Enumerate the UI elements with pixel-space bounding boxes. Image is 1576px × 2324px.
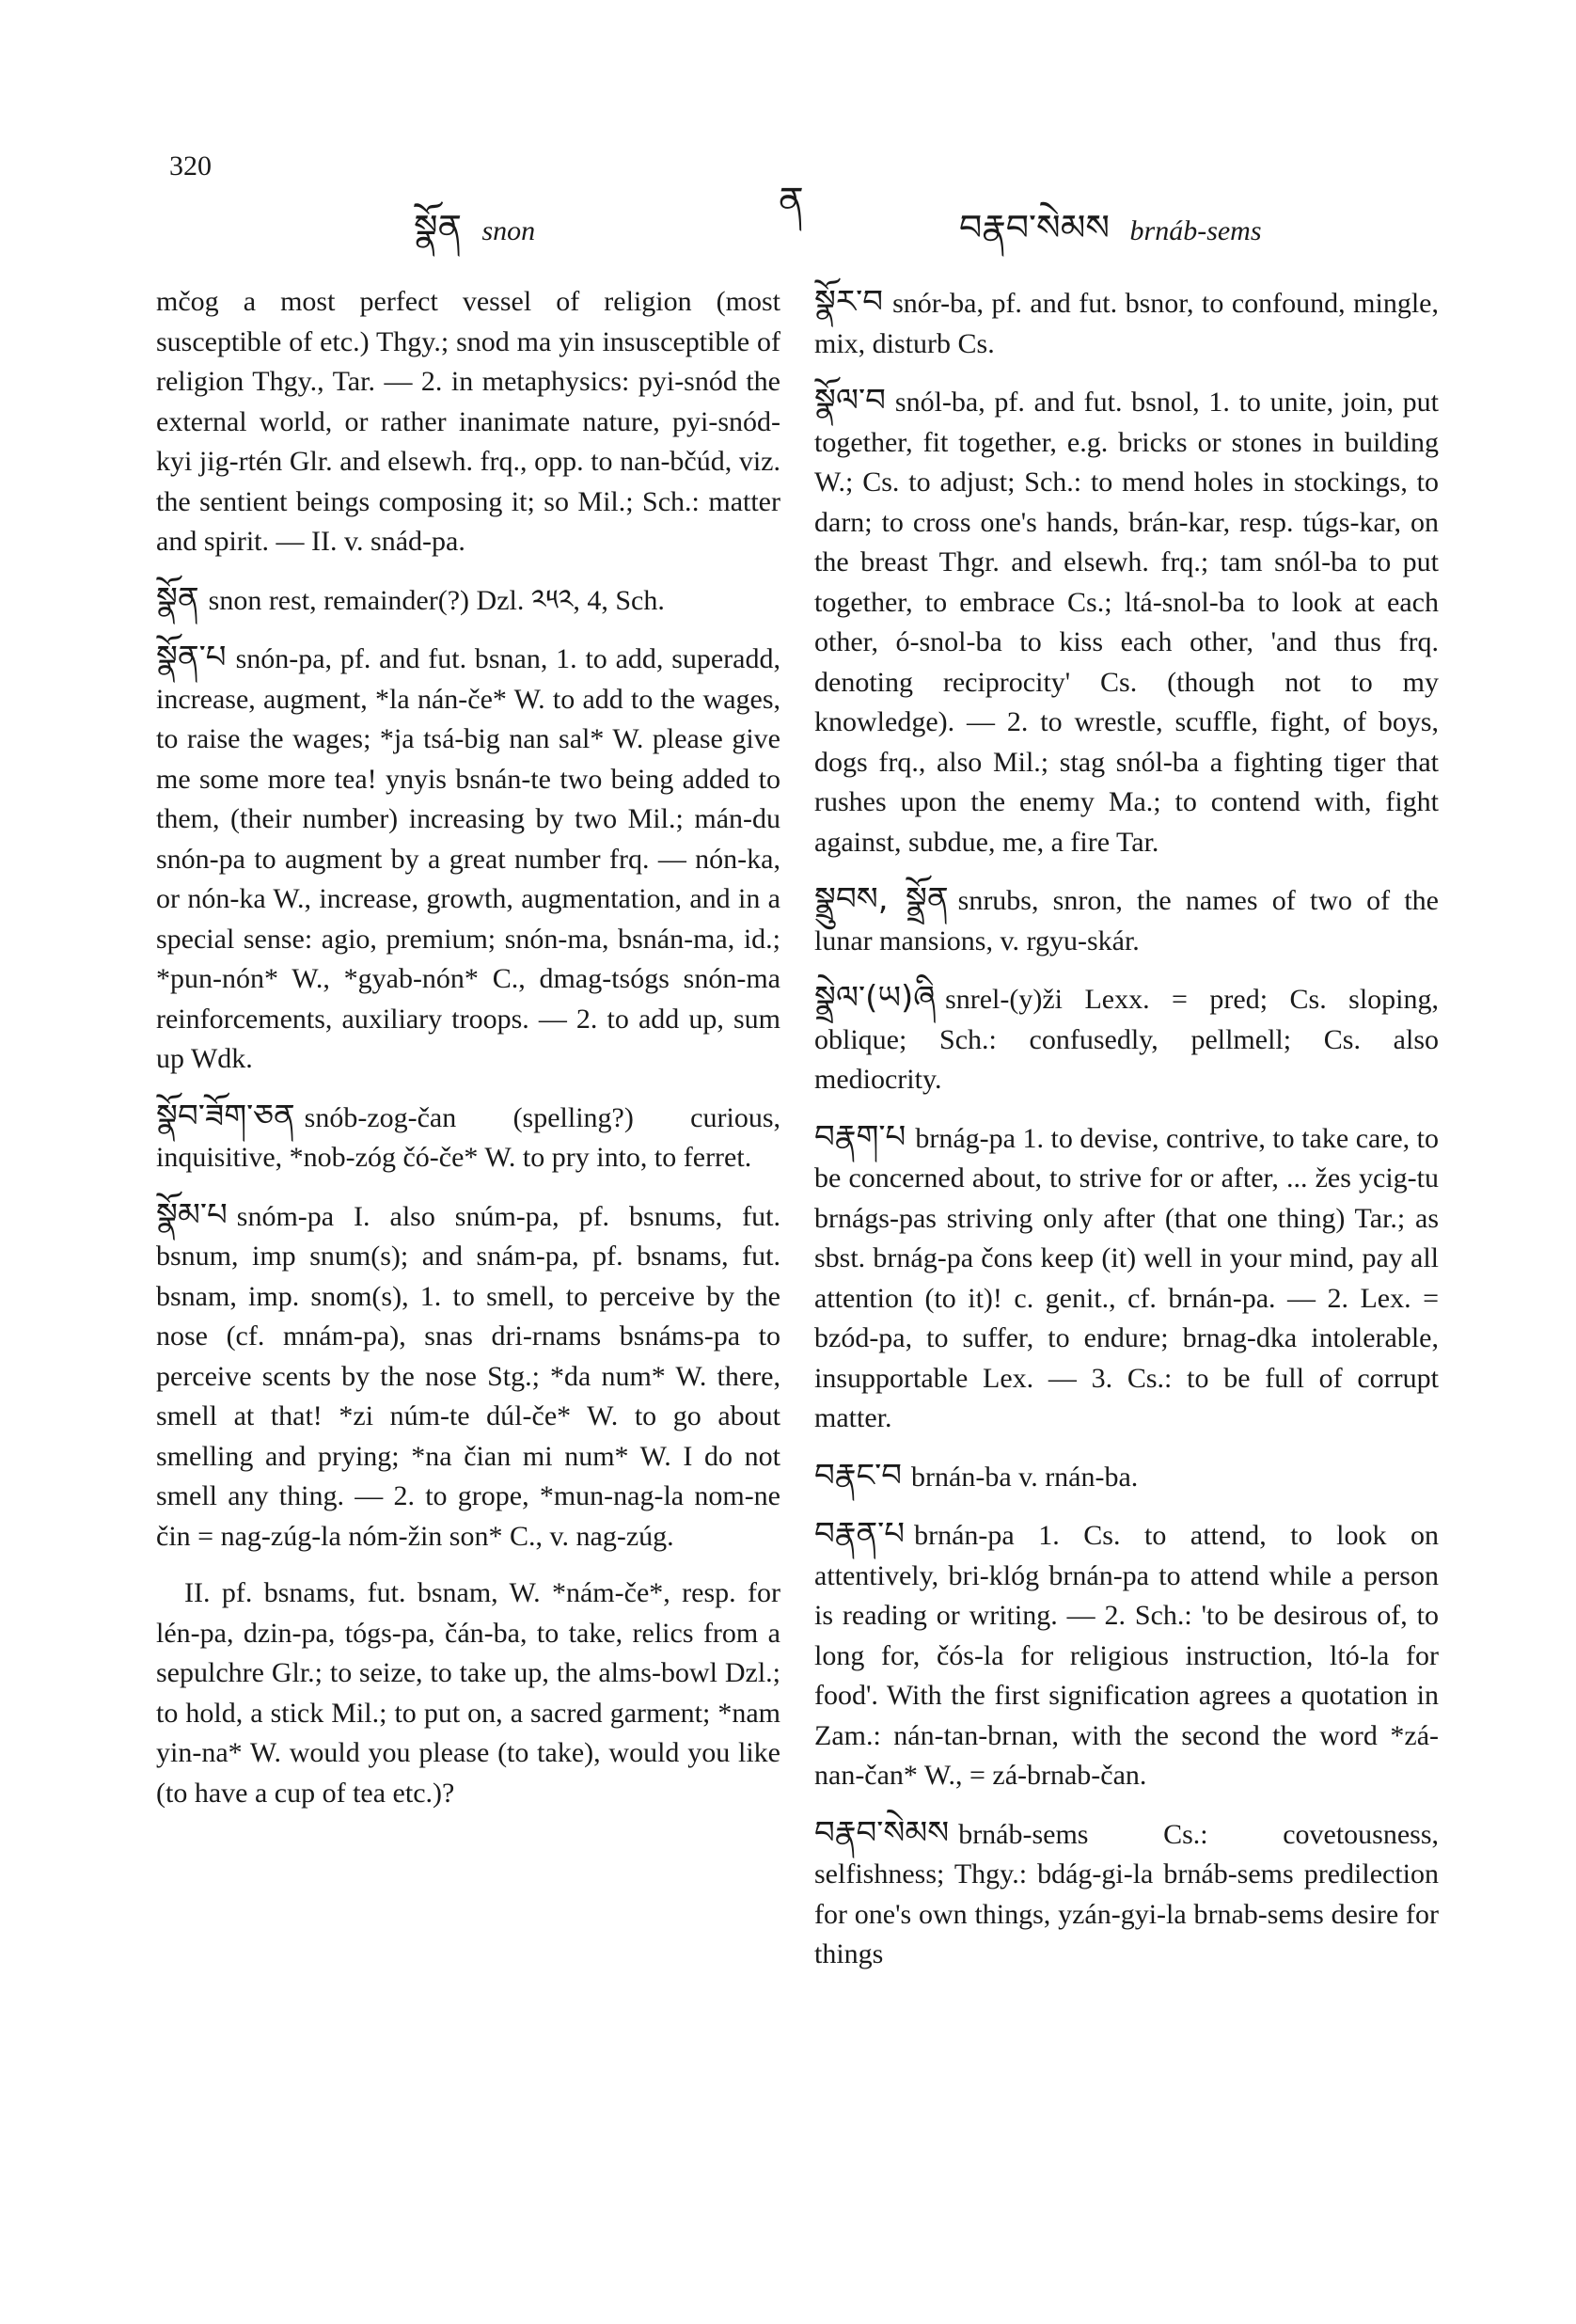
entry-text: snrubs, snron, the names of two of the lunar mansions, v. rgyu-skár.: [814, 885, 1439, 956]
entry-headword-tibetan: སྣོབ་ཟོག་ཅན: [156, 1097, 295, 1135]
entry-headword-tibetan: བརྣན་པ: [814, 1515, 906, 1553]
entry-text: brnáb-sems Cs.: covetousness, selfishness; Thgy.: bdág-gi-la brnáb-sems predilection for one's own things, yzán-gyi-la brnab-sems desire for things: [814, 1818, 1439, 1969]
dictionary-entry: [814, 879, 1439, 961]
dictionary-entry: [814, 1456, 1439, 1498]
running-head-left: [414, 188, 535, 289]
entry-text: snón-pa, pf. and fut. bsnan, 1. to add, superadd, increase, augment, *la nán-če* W. to add to the wages, to raise the wages; *ja tsá-big nan sal* W. please give me some more tea! ynyis bsnán-te two being added to them, (their number) increasing by two Mil.; mán-du snón-pa to augment by a great number frq. — nón-ka, or nón-ka W., increase, growth, augmentation, and in a special sense: agio, premium; snón-ma, bsnán-ma, id.; *pun-nón* W., *gyab-nón* C., dmag-tsógs snón-ma reinforcements, auxiliary troops. — 2. to add up, sum up Wdk.: [156, 643, 780, 1074]
running-head-right: [959, 188, 1262, 289]
entry-headword-tibetan: སྣོན་པ: [156, 639, 227, 676]
running-head-right-roman: brnáb-sems: [1129, 215, 1262, 246]
entry-text: snrel-(y)ži Lexx. = pred; Cs. sloping, oblique; Sch.: confusedly, pellmell; Cs. also mediocrity.: [814, 984, 1439, 1095]
entry-text: mčog a most perfect vessel of religion (most susceptible of etc.) Thgy.; snod ma yin insusceptible of religion Thgy., Tar. — 2. in metaphysics: pyi-snód the external world, or rather inanimate nature, pyi-snód-kyi jig-rtén Glr. and elsewh. frq., opp. to nan-bčúd, viz. the sentient beings composing it; so Mil.; Sch.: matter and spirit. — II. v. snád-pa.: [156, 286, 780, 557]
entry-text: snon rest, remainder(?) Dzl. ༢༥༢, 4, Sch.: [208, 584, 665, 616]
entry-headword-tibetan: སྣོམ་པ: [156, 1195, 228, 1234]
dictionary-entry: [814, 1813, 1439, 1975]
entry-headword-tibetan: བརྣབ་སེམས: [814, 1813, 950, 1852]
entry-headword-tibetan: སྣྲེལ་(ཡ)ཞི: [814, 979, 937, 1017]
entry-headword-tibetan: སྣོན: [156, 579, 199, 618]
running-head-right-tibetan: བརྣབ་སེམས: [959, 209, 1111, 248]
dictionary-entry: [156, 1195, 780, 1557]
running-head-left-roman: snon: [481, 215, 536, 246]
dictionary-entry: [814, 978, 1439, 1100]
dictionary-entry: [156, 579, 780, 622]
entry-text: brnán-ba v. rnán-ba.: [911, 1461, 1139, 1493]
entry-text: brnág-pa 1. to devise, contrive, to take care, to be concerned about, to strive for or after, ... žes ycig-tu brnágs-pas striving only after (that one thing) Tar.; as sbst. brnág-pa čons keep (it) well in your mind, pay all attention (to it)! c. genit., cf. brnán-pa. — 2. Lex. = bzód-pa, to suffer, to endure; brnag-dka intolerable, insupportable Lex. — 3. Cs.: to be full of corrupt matter.: [814, 1122, 1439, 1433]
dictionary-entry: [156, 1097, 780, 1178]
entry-headword-tibetan: སྣོལ་བ: [814, 382, 886, 419]
dictionary-entry: [814, 381, 1439, 862]
dictionary-entry: [814, 1514, 1439, 1796]
dictionary-entry: [814, 1117, 1439, 1439]
entry-headword-tibetan: བརྣང་བ: [814, 1456, 903, 1494]
running-head-letter: ན: [779, 180, 804, 222]
entry-text: brnán-pa 1. Cs. to attend, to look on attentively, bri-klóg brnán-pa to attend while a person is reading or writing. — 2. Sch.: 'to be desirous of, to long for, čós-la for religious instruction, ltó-la for food'. With the first signification agrees a quotation in Zam.: nán-tan-brnan, with the second the word *zá-nan-čan* W., = zá-brnab-čan.: [814, 1520, 1439, 1791]
left-column: [156, 282, 780, 1830]
right-column: [814, 282, 1439, 1992]
entry-text: II. pf. bsnams, fut. bsnam, W. *nám-če*, resp. for lén-pa, dzin-pa, tógs-pa, čán-ba, to take, relics from a sepulchre Glr.; to seize, to take up, the alms-bowl Dzl.; to hold, a stick Mil.; to put on, a sacred garment; *nam yin-na* W. would you please (to take), would you like (to have a cup of tea etc.)?: [156, 1577, 780, 1809]
entry-headword-tibetan: སྣྲུབས, སྣྲོན: [814, 880, 949, 918]
page-number: 320: [169, 150, 212, 182]
dictionary-entry: [814, 282, 1439, 364]
entry-text: snóm-pa I. also snúm-pa, pf. bsnums, fut. bsnum, imp snum(s); and snám-pa, pf. bsnams, fut. bsnam, imp. snom(s), 1. to smell, to perceive by the nose (cf. mnám-pa), snas dri-rnams bsnáms-pa to perceive scents by the nose Stg.; *da num* W. there, smell at that! *zi núm-te dúl-če* W. to go about smelling and prying; *na čian mi num* W. I do not smell any thing. — 2. to grope, *mun-nag-la nom-ne čin = nag-zúg-la nóm-žin son* C., v. nag-zúg.: [156, 1200, 780, 1552]
entry-headword-tibetan: སྣོར་བ: [814, 283, 884, 321]
entry-text: snór-ba, pf. and fut. bsnor, to confound, mingle, mix, disturb Cs.: [814, 288, 1439, 359]
running-head-left-tibetan: སྣོན: [414, 209, 462, 248]
entry-text: snób-zog-čan (spelling?) curious, inquisitive, *nob-zóg čó-če* W. to pry into, to ferret.: [156, 1101, 780, 1173]
dictionary-entry: [156, 282, 780, 562]
dictionary-entry: [156, 1573, 780, 1813]
entry-text: snól-ba, pf. and fut. bsnol, 1. to unite, join, put together, fit together, e.g. bricks or stones in building W.; Cs. to adjust; Sch.: to mend holes in stockings, to darn; to cross one's hands, brán-kar, resp. túgs-kar, on the breast Thgr. and elsewh. frq.; tam snól-ba to put together, to embrace Cs.; ltá-snol-ba to look at each other, ó-snol-ba to kiss each other, 'and thus frq. denoting reciprocity' Cs. (though not to my knowledge). — 2. to wrestle, scuffle, fight, of boys, dogs frq., also Mil.; stag snól-ba a fighting tiger that rushes upon the enemy Ma.; to contend with, fight against, subdue, me, a fire Tar.: [814, 387, 1439, 858]
dictionary-entry: [156, 638, 780, 1080]
entry-headword-tibetan: བརྣག་པ: [814, 1117, 906, 1156]
